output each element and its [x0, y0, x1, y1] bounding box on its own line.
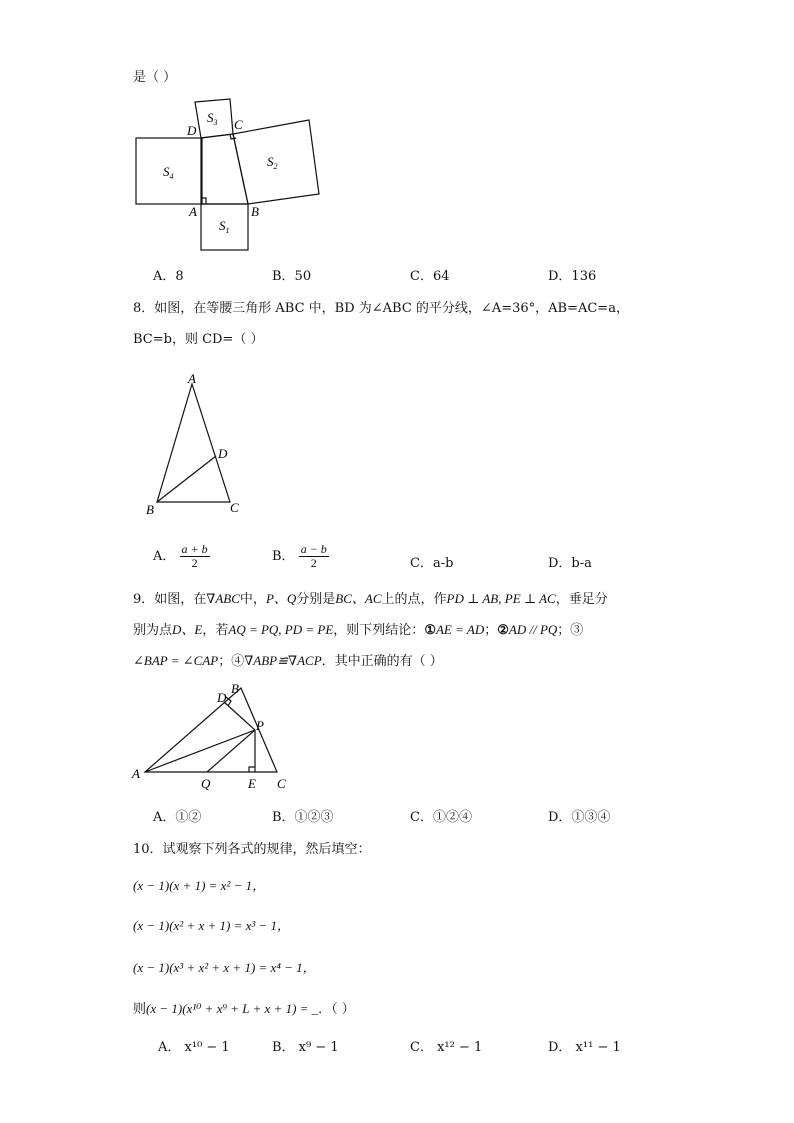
right-angle-e — [249, 767, 255, 772]
q10-eq4: 则(x − 1)(x¹⁰ + x⁹ + L + x + 1) = _．（ ） — [133, 1001, 355, 1017]
q8-figure — [140, 370, 250, 520]
label-b: B — [251, 204, 259, 219]
label-b: B — [146, 502, 154, 517]
label-s4: $S_4$ — [163, 164, 174, 181]
q9-figure — [128, 680, 303, 795]
q7-option-a[interactable]: A．8 — [153, 269, 184, 284]
q8-line2: BC=b，则 CD=（ ） — [133, 332, 264, 347]
label-d: D — [217, 690, 227, 705]
q7-figure — [125, 92, 335, 257]
label-c: C — [234, 117, 243, 132]
q10-option-a[interactable]: A． x¹⁰ − 1 — [158, 1040, 230, 1055]
q10-option-b[interactable]: B． x⁹ − 1 — [272, 1040, 339, 1055]
q7-option-d[interactable]: D．136 — [548, 269, 597, 284]
q10-eq2: (x − 1)(x² + x + 1) = x³ − 1， — [133, 918, 291, 933]
label-q: Q — [201, 776, 211, 791]
triangle-abc — [157, 384, 230, 502]
triangle-abcd — [201, 134, 248, 204]
line-pd — [224, 702, 255, 730]
q10-title: 10．试观察下列各式的规律，然后填空： — [133, 842, 371, 857]
q9-line1: 9．如图，在∇ABC中，P、Q分别是BC、AC上的点，作PD ⊥ AB, PE ⊥ AC，垂足分 — [133, 591, 608, 607]
label-b: B — [231, 681, 239, 696]
label-s3: $S_3$ — [207, 110, 218, 127]
label-a: A — [188, 371, 196, 386]
label-c: C — [277, 776, 286, 791]
q8-option-b-label: B． — [272, 549, 295, 564]
q8-option-c[interactable]: C．a-b — [410, 556, 454, 571]
label-e: E — [248, 776, 256, 791]
q10-option-d[interactable]: D． x¹¹ − 1 — [548, 1040, 621, 1055]
q9-line3: ∠BAP = ∠CAP；④∇ABP≌∇ACP．其中正确的有（ ） — [133, 653, 443, 669]
q8-option-b[interactable] — [272, 543, 329, 570]
q9-option-c[interactable]: C．①②④ — [410, 810, 472, 825]
q9-line2: 别为点D、E，若AQ = PQ, PD = PE，则下列结论：①AE = AD；②AD // PQ；③ — [133, 622, 584, 638]
q7-option-b[interactable]: B．50 — [272, 269, 312, 284]
q10-eq3: (x − 1)(x³ + x² + x + 1) = x⁴ − 1， — [133, 960, 316, 975]
label-s1: $S_1$ — [219, 218, 230, 235]
q8-option-b-fraction: $\frac{a - b}{2}$ — [300, 542, 327, 570]
label-d: D — [187, 123, 197, 138]
q8-option-d[interactable]: D．b-a — [548, 556, 592, 571]
label-a: A — [132, 766, 140, 781]
q10-eq1: (x − 1)(x + 1) = x² − 1， — [133, 878, 266, 893]
line-ap — [145, 730, 255, 772]
label-c: C — [230, 500, 239, 515]
q8-line1: 8．如图，在等腰三角形 ABC 中，BD 为∠ABC 的平分线，∠A=36°，AB=AC=a， — [133, 301, 629, 316]
q9-option-a[interactable]: A．①② — [153, 810, 202, 825]
q8-option-a-fraction: $\frac{a + b}{2}$ — [181, 542, 208, 570]
line-pq — [207, 730, 255, 772]
q7-option-c[interactable]: C．64 — [410, 269, 450, 284]
label-a: A — [189, 204, 197, 219]
q8-option-a-label: A． — [153, 549, 176, 564]
label-s2: $S_2$ — [267, 154, 278, 171]
q7-tail-text: 是（ ） — [133, 70, 177, 85]
q10-option-c[interactable]: C． x¹² − 1 — [410, 1040, 483, 1055]
label-p: P — [256, 718, 264, 733]
q8-option-a[interactable] — [153, 543, 210, 570]
label-d: D — [218, 446, 228, 461]
q9-option-d[interactable]: D．①③④ — [548, 810, 611, 825]
bisector-bd — [157, 456, 216, 502]
q9-option-b[interactable]: B．①②③ — [272, 810, 334, 825]
